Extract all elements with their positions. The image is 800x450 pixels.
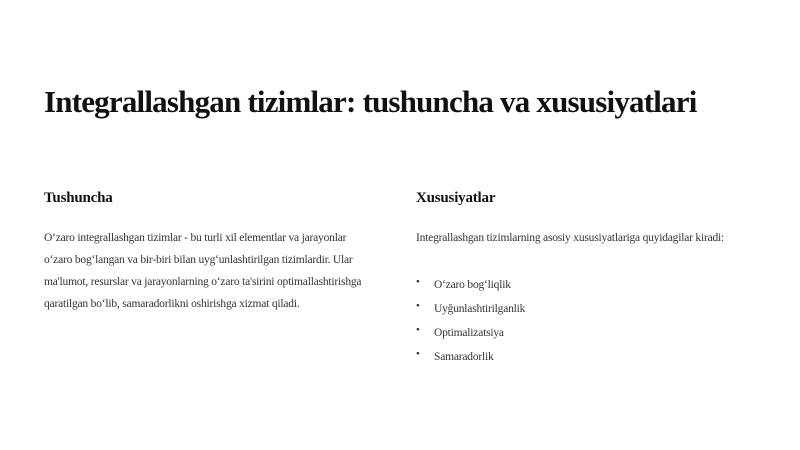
bullet-icon: • bbox=[416, 276, 420, 288]
features-list bbox=[416, 273, 766, 369]
concept-paragraph: O‘zaro integrallashgan tizimlar - bu turli xil elementlar va jarayonlar o‘zaro bog‘langan va bir-biri bilan uyg‘unlashtirilgan tizimlardir. Ular ma'lumot, resurslar va jarayonlarning o‘zaro ta'sirini optimallashtirishga qaratilgan bo‘lib, samaradorlikni oshirishga xizmat qiladi. bbox=[44, 232, 362, 310]
concept-heading: Tushuncha bbox=[44, 190, 113, 206]
list-item bbox=[416, 297, 766, 321]
bullet-icon: • bbox=[416, 300, 420, 312]
features-section bbox=[416, 190, 766, 369]
concept-section bbox=[44, 190, 374, 315]
list-item-label: Samaradorlik bbox=[434, 351, 494, 363]
list-item bbox=[416, 345, 766, 369]
list-item bbox=[416, 273, 766, 297]
list-item bbox=[416, 321, 766, 345]
bullet-icon: • bbox=[416, 324, 420, 336]
list-item-label: Optimalizatsiya bbox=[434, 327, 504, 339]
bullet-icon: • bbox=[416, 348, 420, 360]
slide-title: Integrallashgan tizimlar: tushuncha va xususiyatlari bbox=[44, 84, 697, 119]
features-intro: Integrallashgan tizimlarning asosiy xususiyatlariga quyidagilar kiradi: bbox=[416, 232, 725, 244]
features-heading: Xususiyatlar bbox=[416, 190, 496, 206]
list-item-label: Uyğunlashtirilganlik bbox=[434, 303, 526, 315]
list-item-label: O‘zaro bog‘liqlik bbox=[434, 279, 511, 291]
